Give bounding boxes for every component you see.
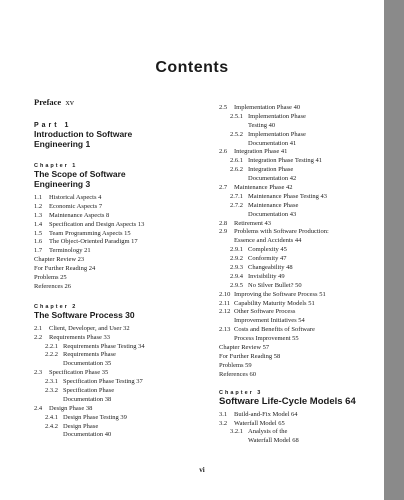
- toc-entry-number: 2.5.1: [230, 112, 243, 120]
- toc-entry[interactable]: [219, 246, 379, 255]
- toc-entry-title: Historical Aspects 4: [49, 194, 102, 201]
- toc-entry-title: Documentation 43: [248, 210, 297, 218]
- toc-end-matter-title: For Further Reading 58: [219, 352, 281, 360]
- chapter-2-entries: [34, 325, 219, 441]
- toc-entry[interactable]: [219, 166, 379, 175]
- preface-entry[interactable]: [34, 96, 219, 108]
- toc-entry-title: Improving the Software Process 51: [234, 290, 326, 298]
- toc-entry[interactable]: [34, 238, 219, 247]
- toc-entry[interactable]: [219, 273, 379, 282]
- toc-entry[interactable]: [219, 326, 379, 335]
- toc-entry-number: 2.9.4: [230, 272, 243, 280]
- toc-entry-number: 1.3: [34, 211, 43, 219]
- toc-entry-number: 2.12: [219, 308, 231, 316]
- chapter-1-title-line2[interactable]: Engineering 3: [34, 179, 91, 189]
- toc-entry[interactable]: [219, 237, 379, 246]
- chapter-3-label: Chapter 3: [219, 389, 263, 396]
- toc-end-matter-title: References 60: [219, 370, 256, 378]
- toc-entry[interactable]: [219, 437, 379, 446]
- toc-entry[interactable]: [219, 175, 379, 184]
- toc-entry[interactable]: [34, 325, 219, 334]
- toc-entry-title: Invisibility 49: [248, 272, 285, 280]
- toc-entry[interactable]: [219, 428, 379, 437]
- toc-entry-number: 2.6.1: [230, 157, 243, 165]
- chapter-2-entries-continued: [219, 104, 379, 344]
- toc-entry[interactable]: [219, 317, 379, 326]
- toc-entry[interactable]: [219, 113, 379, 122]
- toc-entry-title: Requirements Phase Testing 34: [63, 342, 145, 350]
- toc-entry-title: Conformity 47: [248, 255, 287, 263]
- toc-entry-number: 2.9: [219, 228, 228, 236]
- toc-entry[interactable]: [34, 230, 219, 239]
- toc-entry[interactable]: [219, 104, 379, 113]
- toc-entry-number: 2.2.1: [45, 342, 58, 350]
- toc-end-matter-title: Problems 59: [219, 361, 252, 369]
- toc-entry[interactable]: [34, 194, 219, 203]
- preface-label: Preface: [34, 97, 62, 107]
- toc-entry-title: Integration Phase: [248, 166, 294, 174]
- toc-entry-number: 2.10: [219, 290, 231, 298]
- toc-entry[interactable]: [219, 131, 379, 140]
- toc-entry-number: 2.7.1: [230, 192, 243, 200]
- toc-entry-title: Waterfall Model 65: [234, 419, 285, 427]
- toc-entry-number: 3.2: [219, 419, 228, 427]
- toc-entry-number: 2.3.1: [45, 378, 58, 386]
- toc-end-matter-entry[interactable]: [219, 371, 379, 380]
- toc-entry[interactable]: [219, 184, 379, 193]
- toc-entry-title: Design Phase Testing 39: [63, 413, 127, 421]
- toc-entry-title: Documentation 41: [248, 139, 297, 147]
- toc-entry-number: 2.9.1: [230, 246, 243, 254]
- toc-entry[interactable]: [34, 431, 219, 440]
- toc-entry[interactable]: [34, 396, 219, 405]
- toc-entry-number: 2.11: [219, 299, 231, 307]
- toc-end-matter-title: Chapter Review 57: [219, 344, 270, 352]
- toc-entry[interactable]: [219, 211, 379, 220]
- toc-entry-number: 2.7.2: [230, 201, 243, 209]
- toc-entry[interactable]: [34, 414, 219, 423]
- toc-entry[interactable]: [219, 148, 379, 157]
- toc-entry[interactable]: [34, 423, 219, 432]
- toc-entry-number: 3.2.1: [230, 428, 243, 436]
- toc-entry-number: 2.7: [219, 184, 228, 192]
- toc-entry-title: Testing 40: [248, 121, 276, 129]
- toc-entry-number: 2.5: [219, 104, 228, 111]
- chapter-1-label: Chapter 1: [34, 163, 78, 169]
- toc-entry-number: 2.4: [34, 404, 43, 412]
- toc-entry-title: Specification Phase Testing 37: [63, 378, 143, 386]
- toc-entry-title: Implementation Phase 40: [234, 104, 301, 111]
- toc-entry-title: Specification and Design Aspects 13: [49, 220, 145, 228]
- toc-entry-title: Other Software Process: [234, 308, 296, 316]
- toc-end-matter-entry[interactable]: [34, 283, 219, 292]
- toc-entry[interactable]: [219, 291, 379, 300]
- toc-entry-number: 1.1: [34, 194, 43, 201]
- toc-entry[interactable]: [34, 405, 219, 414]
- toc-entry-title: Specification Phase: [63, 387, 115, 395]
- toc-end-matter-title: Problems 25: [34, 274, 67, 282]
- toc-entry-title: Economic Aspects 7: [49, 202, 103, 210]
- toc-end-matter-entry[interactable]: [34, 265, 219, 274]
- toc-end-matter-entry[interactable]: [219, 362, 379, 371]
- toc-entry-title: Improvement Initiatives 54: [234, 317, 305, 325]
- toc-entry-title: Team Programming Aspects 15: [49, 229, 131, 237]
- toc-entry[interactable]: [219, 308, 379, 317]
- toc-entry-title: The Object-Oriented Paradigm 17: [49, 238, 138, 246]
- toc-entry-title: Documentation 35: [63, 360, 112, 368]
- toc-end-matter-entry[interactable]: [34, 256, 219, 265]
- toc-entry[interactable]: [34, 360, 219, 369]
- toc-entry[interactable]: [34, 351, 219, 360]
- toc-entry[interactable]: [219, 202, 379, 211]
- toc-entry-number: 2.9.3: [230, 264, 243, 272]
- toc-left-column: [34, 96, 219, 440]
- toc-entry-title: Implementation Phase: [248, 130, 306, 138]
- page-title: Contents: [155, 59, 229, 76]
- toc-entry[interactable]: [219, 157, 379, 166]
- toc-entry-title: Documentation 38: [63, 395, 112, 403]
- toc-entry-title: Essence and Accidents 44: [234, 237, 302, 245]
- toc-entry[interactable]: [34, 378, 219, 387]
- toc-entry-number: 2.9.2: [230, 255, 243, 263]
- toc-entry-title: No Silver Bullet? 50: [248, 281, 302, 289]
- chapter-3-title[interactable]: Software Life-Cycle Models 64: [219, 395, 356, 407]
- toc-entry-title: Maintenance Phase Testing 43: [248, 192, 328, 200]
- toc-entry-title: Integration Phase Testing 41: [248, 157, 322, 165]
- toc-entry[interactable]: [219, 255, 379, 264]
- toc-entry-title: Design Phase 38: [49, 404, 93, 412]
- toc-end-matter-title: For Further Reading 24: [34, 265, 96, 273]
- toc-entry-title: Requirements Phase 33: [49, 333, 111, 341]
- toc-entry-number: 1.6: [34, 238, 43, 246]
- toc-entry-number: 1.7: [34, 247, 43, 255]
- toc-entry[interactable]: [34, 203, 219, 212]
- toc-entry-number: 1.2: [34, 202, 43, 210]
- toc-entry-number: 2.2.2: [45, 351, 58, 359]
- toc-end-matter-title: References 26: [34, 282, 71, 290]
- toc-entry-number: 2.2: [34, 333, 43, 341]
- preface-page: xv: [65, 97, 74, 107]
- toc-entry-number: 2.6: [219, 148, 228, 156]
- page-edge-strip: [384, 0, 404, 500]
- toc-entry[interactable]: [219, 264, 379, 273]
- toc-entry-title: Process Improvement 55: [234, 335, 299, 343]
- toc-entry-title: Documentation 40: [63, 431, 112, 439]
- toc-entry[interactable]: [219, 193, 379, 202]
- toc-entry-title: Capability Maturity Models 51: [234, 299, 315, 307]
- toc-entry-title: Complexity 45: [248, 246, 287, 254]
- toc-entry-number: 2.5.2: [230, 130, 243, 138]
- toc-entry-number: 2.6.2: [230, 166, 243, 174]
- toc-entry-title: Costs and Benefits of Software: [234, 326, 315, 334]
- toc-right-column: [219, 104, 379, 446]
- toc-entry[interactable]: [34, 247, 219, 256]
- part-title-line2[interactable]: Engineering 1: [34, 139, 91, 149]
- toc-entry-title: Documentation 42: [248, 175, 297, 183]
- chapter-1-end-matter: [34, 256, 219, 292]
- toc-end-matter-title: Chapter Review 23: [34, 256, 85, 264]
- toc-entry[interactable]: [219, 420, 379, 429]
- toc-entry[interactable]: [34, 369, 219, 378]
- toc-entry-title: Changeability 48: [248, 264, 293, 272]
- toc-entry[interactable]: [34, 387, 219, 396]
- toc-entry-title: Integration Phase 41: [234, 148, 288, 156]
- part-label: Part 1: [34, 122, 72, 129]
- toc-entry-title: Client, Developer, and User 32: [49, 324, 130, 332]
- toc-entry-title: Requirements Phase: [63, 351, 116, 359]
- toc-entry[interactable]: [219, 411, 379, 420]
- toc-entry-number: 2.9.5: [230, 281, 243, 289]
- toc-entry-number: 1.4: [34, 220, 43, 228]
- toc-entry[interactable]: [34, 343, 219, 352]
- toc-entry[interactable]: [34, 212, 219, 221]
- toc-entry-number: 3.1: [219, 410, 228, 418]
- toc-entry-number: 2.13: [219, 326, 231, 334]
- toc-entry[interactable]: [219, 122, 379, 131]
- chapter-1-title-line1[interactable]: The Scope of Software: [34, 169, 126, 179]
- toc-entry[interactable]: [34, 221, 219, 230]
- toc-entry-title: Terminology 21: [49, 247, 91, 255]
- toc-entry-number: 2.4.1: [45, 413, 58, 421]
- chapter-2-end-matter: [219, 344, 379, 380]
- toc-entry-title: Implementation Phase: [248, 112, 306, 120]
- toc-end-matter-entry[interactable]: [34, 274, 219, 283]
- toc-entry-number: 1.5: [34, 229, 43, 237]
- toc-entry-number: 2.1: [34, 324, 43, 332]
- chapter-2-title[interactable]: The Software Process 30: [34, 309, 135, 320]
- toc-entry[interactable]: [219, 228, 379, 237]
- toc-entry-number: 2.4.2: [45, 422, 58, 430]
- toc-entry[interactable]: [219, 140, 379, 149]
- toc-entry-title: Build-and-Fix Model 64: [234, 410, 298, 418]
- toc-entry[interactable]: [219, 335, 379, 344]
- toc-entry[interactable]: [219, 300, 379, 309]
- toc-entry-number: 2.3: [34, 369, 43, 377]
- part-title-line1[interactable]: Introduction to Software: [34, 129, 133, 139]
- toc-entry-title: Design Phase: [63, 422, 99, 430]
- toc-entry-title: Problems with Software Production:: [234, 228, 329, 236]
- toc-end-matter-entry[interactable]: [219, 353, 379, 362]
- toc-end-matter-entry[interactable]: [219, 344, 379, 353]
- chapter-3-entries: [219, 411, 379, 447]
- toc-entry-title: Maintenance Phase 42: [234, 184, 293, 192]
- chapter-2-label: Chapter 2: [34, 303, 78, 310]
- page-folio: vi: [199, 466, 205, 474]
- toc-entry-title: Analysis of the: [248, 428, 288, 436]
- toc-entry-number: 2.3.2: [45, 387, 58, 395]
- toc-entry-title: Specification Phase 35: [49, 369, 109, 377]
- toc-entry[interactable]: [219, 282, 379, 291]
- toc-entry-title: Maintenance Aspects 8: [49, 211, 110, 219]
- toc-entry-title: Waterfall Model 68: [248, 437, 299, 445]
- toc-entry[interactable]: [219, 220, 379, 229]
- toc-entry[interactable]: [34, 334, 219, 343]
- toc-entry-title: Maintenance Phase: [248, 201, 299, 209]
- toc-entry-number: 2.8: [219, 219, 228, 227]
- toc-entry-title: Retirement 43: [234, 219, 272, 227]
- chapter-1-entries: [34, 194, 219, 256]
